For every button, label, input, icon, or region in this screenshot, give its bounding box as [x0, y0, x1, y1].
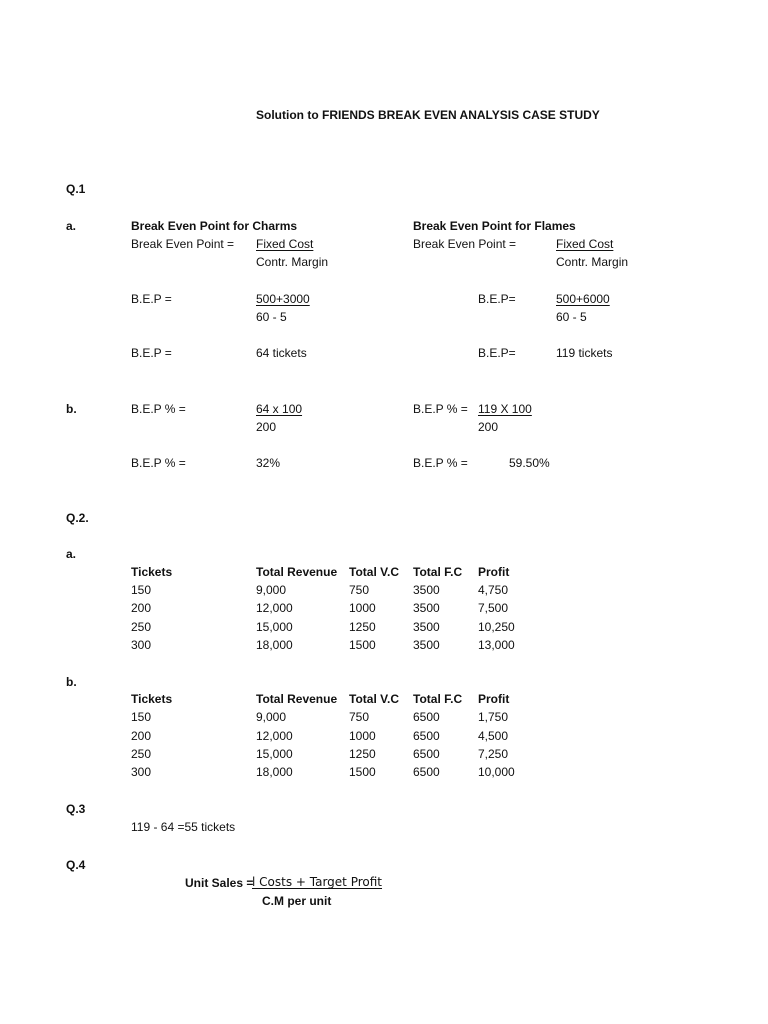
- flames-formula-denominator: Contr. Margin: [556, 255, 629, 269]
- q2b-cell: 10,000: [478, 765, 515, 779]
- q2b-cell: 6500: [413, 729, 440, 743]
- q2a-header-tickets: Tickets: [131, 565, 173, 579]
- charms-formula-denominator: Contr. Margin: [256, 255, 329, 269]
- charms-bep-pct-result-label: B.E.P % =: [131, 456, 186, 470]
- q2b-cell: 18,000: [256, 765, 293, 779]
- flames-bep-result-label: B.E.P=: [478, 346, 516, 360]
- q2a-cell: 4,750: [478, 583, 509, 597]
- q4-formula-numerator: l Costs + Target Profit: [252, 875, 383, 889]
- charms-bep-pct-calc-label: B.E.P % =: [131, 402, 186, 416]
- q2b-header-tickets: Tickets: [131, 692, 173, 706]
- q2b-header-total-fc: Total F.C: [413, 692, 463, 706]
- q3-answer: 119 - 64 =55 tickets: [131, 820, 236, 834]
- q1-b-label: b.: [66, 402, 77, 416]
- q2b-cell: 300: [131, 765, 152, 779]
- q2b-cell: 9,000: [256, 710, 287, 724]
- q2b-cell: 200: [131, 729, 152, 743]
- q2a-cell: 3500: [413, 620, 440, 634]
- q2a-cell: 18,000: [256, 638, 293, 652]
- q1-label: Q.1: [66, 182, 86, 196]
- q2a-header-total-revenue: Total Revenue: [256, 565, 338, 579]
- flames-bep-pct-result-label: B.E.P % =: [413, 456, 468, 470]
- q2a-cell: 9,000: [256, 583, 287, 597]
- document-title: Solution to FRIENDS BREAK EVEN ANALYSIS CASE STUDY: [256, 108, 600, 122]
- q2a-cell: 3500: [413, 583, 440, 597]
- charms-bep-pct-numerator: 64 x 100: [256, 402, 303, 416]
- q2a-header-profit: Profit: [478, 565, 510, 579]
- q4-label: Q.4: [66, 858, 86, 872]
- q2-b-label: b.: [66, 675, 77, 689]
- q4-formula-prefix: Unit Sales =: [185, 876, 254, 890]
- q2b-cell: 1000: [349, 729, 376, 743]
- charms-bep-calc-label: B.E.P =: [131, 292, 172, 306]
- q2a-cell: 1250: [349, 620, 376, 634]
- q2-label: Q.2.: [66, 511, 89, 525]
- q2b-cell: 15,000: [256, 747, 293, 761]
- q2b-cell: 6500: [413, 710, 440, 724]
- q2b-cell: 1250: [349, 747, 376, 761]
- q2a-cell: 300: [131, 638, 152, 652]
- charms-bep-calc-numerator: 500+3000: [256, 292, 310, 306]
- charms-bep-result-label: B.E.P =: [131, 346, 172, 360]
- charms-bep-calc-denominator: 60 - 5: [256, 310, 287, 324]
- q2b-cell: 1500: [349, 765, 376, 779]
- flames-bep-pct-denominator: 200: [478, 420, 499, 434]
- flames-bep-calc-denominator: 60 - 5: [556, 310, 587, 324]
- q2a-cell: 7,500: [478, 601, 509, 615]
- q2a-cell: 200: [131, 601, 152, 615]
- q2b-header-total-revenue: Total Revenue: [256, 692, 338, 706]
- flames-bep-pct-numerator: 119 X 100: [478, 402, 532, 416]
- q2a-header-total-vc: Total V.C: [349, 565, 400, 579]
- flames-formula-label: Break Even Point =: [413, 237, 517, 251]
- flames-bep-pct-result-value: 59.50%: [509, 456, 550, 470]
- flames-bep-pct-calc-label: B.E.P % =: [413, 402, 468, 416]
- q2b-cell: 6500: [413, 765, 440, 779]
- charms-bep-pct-denominator: 200: [256, 420, 277, 434]
- q2-a-label: a.: [66, 547, 77, 561]
- flames-formula-numerator: Fixed Cost: [556, 237, 614, 251]
- q2b-cell: 12,000: [256, 729, 293, 743]
- q2a-cell: 10,250: [478, 620, 515, 634]
- flames-bep-calc-label: B.E.P=: [478, 292, 516, 306]
- q1-a-label: a.: [66, 219, 77, 233]
- q2a-header-total-fc: Total F.C: [413, 565, 463, 579]
- q2b-cell: 7,250: [478, 747, 509, 761]
- q2a-cell: 150: [131, 583, 152, 597]
- q2a-cell: 3500: [413, 601, 440, 615]
- charms-formula-numerator: Fixed Cost: [256, 237, 314, 251]
- q2b-cell: 4,500: [478, 729, 509, 743]
- q2b-header-total-vc: Total V.C: [349, 692, 400, 706]
- charms-formula-label: Break Even Point =: [131, 237, 235, 251]
- q2b-header-profit: Profit: [478, 692, 510, 706]
- q2b-cell: 750: [349, 710, 370, 724]
- q2b-cell: 250: [131, 747, 152, 761]
- q2a-cell: 1500: [349, 638, 376, 652]
- q2a-cell: 1000: [349, 601, 376, 615]
- q2a-cell: 12,000: [256, 601, 293, 615]
- q3-label: Q.3: [66, 802, 86, 816]
- q4-formula-denominator: C.M per unit: [262, 894, 332, 908]
- charms-bep-result-value: 64 tickets: [256, 346, 307, 360]
- q2b-cell: 1,750: [478, 710, 509, 724]
- q2a-cell: 250: [131, 620, 152, 634]
- flames-bep-result-value: 119 tickets: [556, 346, 613, 360]
- q2a-cell: 15,000: [256, 620, 293, 634]
- flames-heading: Break Even Point for Flames: [413, 219, 576, 233]
- q2b-cell: 150: [131, 710, 152, 724]
- q2b-cell: 6500: [413, 747, 440, 761]
- flames-bep-calc-numerator: 500+6000: [556, 292, 610, 306]
- charms-heading: Break Even Point for Charms: [131, 219, 298, 233]
- q2a-cell: 750: [349, 583, 370, 597]
- charms-bep-pct-result-value: 32%: [256, 456, 281, 470]
- q2a-cell: 13,000: [478, 638, 515, 652]
- q2a-cell: 3500: [413, 638, 440, 652]
